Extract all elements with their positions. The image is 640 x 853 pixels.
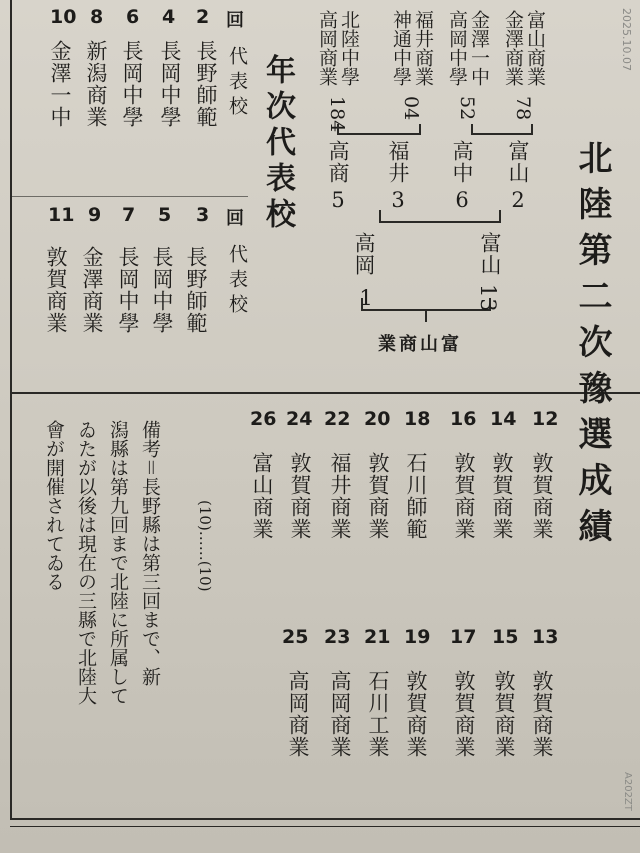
school-name: 敦賀商業 — [452, 452, 476, 540]
bracket-score: 184 — [326, 96, 348, 133]
bracket-round2-name: 高商 — [326, 140, 350, 184]
school-name: 長岡中學 — [150, 246, 174, 334]
round-number: 24 — [286, 408, 313, 430]
round-number: 2 — [196, 6, 210, 28]
bracket-round2-name: 福井 — [386, 140, 410, 184]
bracket-round2-score: 6 — [450, 188, 474, 213]
school-name: 長岡中學 — [158, 40, 182, 128]
school-name: 敦賀商業 — [404, 670, 428, 758]
school-name: 富山商業 — [250, 452, 274, 540]
school-name: 石川師範 — [404, 452, 428, 540]
round-number: 7 — [122, 204, 136, 226]
bracket-winner: 富山商業 — [378, 334, 462, 355]
school-name: 長野師範 — [194, 40, 218, 128]
school-name: 長野師範 — [184, 246, 208, 334]
bottom-frame-line — [10, 818, 640, 820]
school-name: 敦賀商業 — [452, 670, 476, 758]
header-label: 代表校 — [226, 46, 248, 121]
school-name: 福井商業 — [328, 452, 352, 540]
section-title: 年次代表校 — [260, 54, 295, 234]
header-num: 回 — [226, 208, 244, 229]
school-name: 敦賀商業 — [366, 452, 390, 540]
school-name: 敦賀商業 — [44, 246, 68, 334]
bracket-score: 04 — [400, 96, 422, 121]
bracket-score: 78 — [512, 96, 534, 121]
bracket-entry: 高岡中學 — [446, 10, 468, 86]
bracket-final-name: 高岡 — [352, 232, 376, 276]
bracket-entry: 金澤商業 — [502, 10, 524, 86]
bracket-entry: 金澤一中 — [468, 10, 490, 86]
bracket-entry: 福井商業 — [412, 10, 434, 86]
bracket-round2-name: 高中 — [450, 140, 474, 184]
corner-stamp: A202ZT — [622, 772, 633, 811]
round-number: 17 — [450, 626, 477, 648]
bracket-final-score: 13 — [476, 284, 500, 313]
school-name: 長岡中學 — [116, 246, 140, 334]
round-number: 13 — [532, 626, 559, 648]
school-name: 敦賀商業 — [530, 452, 554, 540]
bracket-final-score: 1 — [354, 286, 378, 311]
round-number: 22 — [324, 408, 351, 430]
header-num: 回 — [226, 10, 244, 31]
round-number: 19 — [404, 626, 431, 648]
round-number: 11 — [48, 204, 75, 226]
bracket-round2-score: 5 — [326, 188, 350, 213]
school-name: 敦賀商業 — [530, 670, 554, 758]
note-mark: (10)……(10) — [196, 500, 214, 592]
school-name: 長岡中學 — [120, 40, 144, 128]
note-line: ゐたが以後は現在の三縣で北陸大 — [75, 420, 97, 705]
bracket-entry: 神通中學 — [390, 10, 412, 86]
round-number: 20 — [364, 408, 391, 430]
round-number: 9 — [88, 204, 102, 226]
round-number: 15 — [492, 626, 519, 648]
round-number: 21 — [364, 626, 391, 648]
note-line: 潟縣は第九回まで北陸に所属して — [107, 420, 129, 705]
round-number: 18 — [404, 408, 431, 430]
round-number: 10 — [50, 6, 77, 28]
school-name: 石川工業 — [366, 670, 390, 758]
school-name: 敦賀商業 — [492, 670, 516, 758]
left-frame-line — [10, 0, 12, 820]
round-number: 16 — [450, 408, 477, 430]
bracket-score: 52 — [456, 96, 478, 121]
bottom-frame-line-2 — [10, 826, 640, 827]
date-stamp: 2025.10.07 — [620, 8, 633, 71]
note-line: 會が開催されてゐる — [43, 420, 65, 591]
bracket-entry: 富山商業 — [524, 10, 546, 86]
round-number: 6 — [126, 6, 140, 28]
note-line: 備考＝長野縣は第三回まで、新 — [139, 420, 161, 686]
middle-divider — [12, 392, 640, 394]
bracket-final-name: 富山 — [478, 232, 502, 276]
bracket-entry: 北陸中學 — [338, 10, 360, 86]
bracket-round2-score: 3 — [386, 188, 410, 213]
page-title: 北陸第二次豫選成績 — [572, 140, 612, 554]
round-number: 3 — [196, 204, 210, 226]
round-number: 4 — [162, 6, 176, 28]
round-number: 25 — [282, 626, 309, 648]
bracket-round2-score: 2 — [506, 188, 530, 213]
school-name: 金澤一中 — [48, 40, 72, 128]
school-name: 高岡商業 — [286, 670, 310, 758]
school-name: 新潟商業 — [84, 40, 108, 128]
round-number: 26 — [250, 408, 277, 430]
round-number: 5 — [158, 204, 172, 226]
round-number: 23 — [324, 626, 351, 648]
round-number: 14 — [490, 408, 517, 430]
school-name: 敦賀商業 — [490, 452, 514, 540]
school-name: 高岡商業 — [328, 670, 352, 758]
school-name: 敦賀商業 — [288, 452, 312, 540]
bracket-entry: 高岡商業 — [316, 10, 338, 86]
school-name: 金澤商業 — [80, 246, 104, 334]
bracket-round2-name: 富山 — [506, 140, 530, 184]
round-number: 12 — [532, 408, 559, 430]
header-label: 代表校 — [226, 244, 248, 319]
top-divider — [12, 196, 248, 197]
round-number: 8 — [90, 6, 104, 28]
